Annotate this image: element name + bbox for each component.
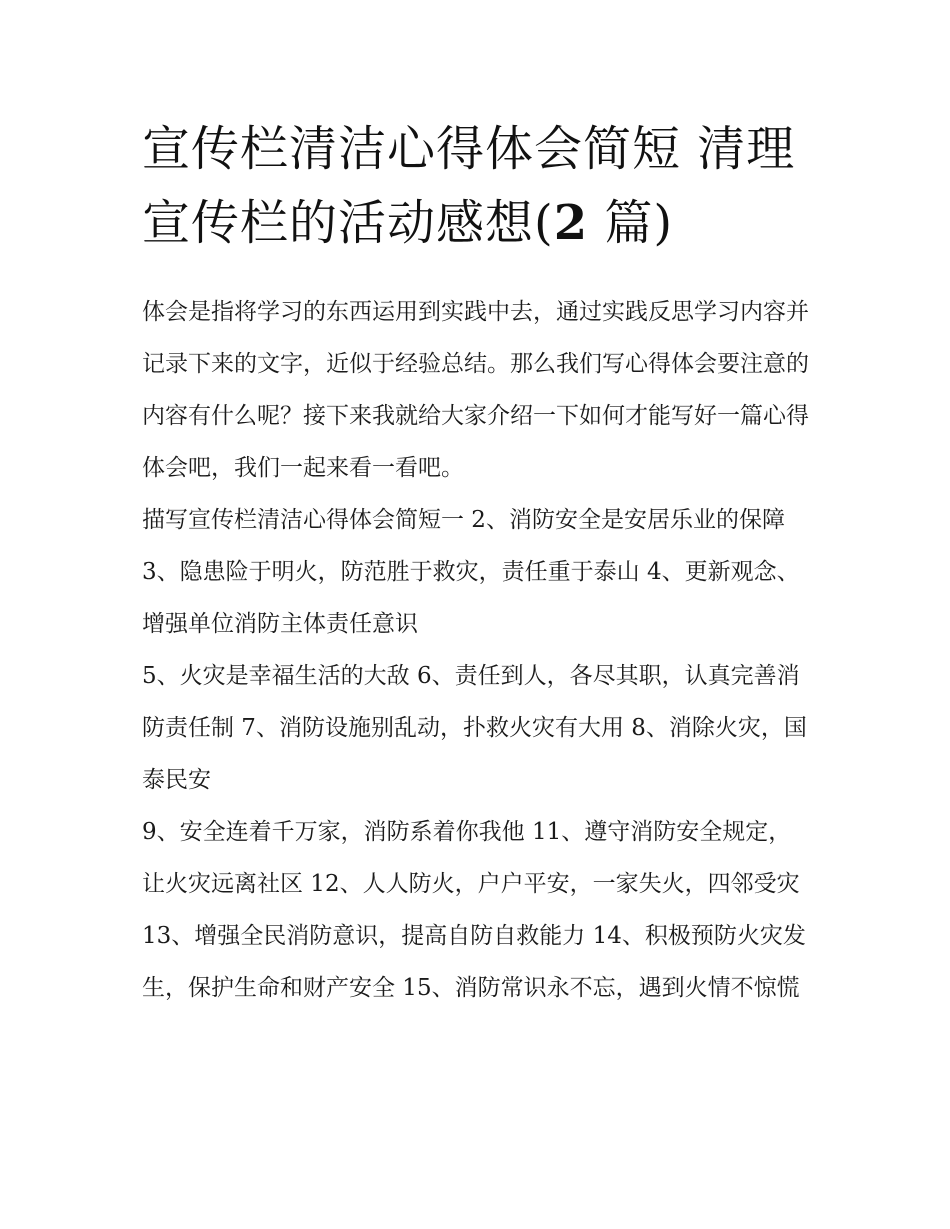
title-text-part2: 篇)	[588, 195, 674, 251]
slogan-paragraph-1: 描写宣传栏清洁心得体会简短一 2、消防安全是安居乐业的保障 3、隐患险于明火，防范胜于救灾，责任重于泰山 4、更新观念、增强单位消防主体责任意识	[142, 507, 800, 637]
title-text-part1: 宣传栏清洁心得体会简短 清理宣传栏的活动感想(	[142, 121, 796, 251]
slogan-paragraph-3: 9、安全连着千万家，消防系着你我他 11、遵守消防安全规定，让火灾远离社区 12、人人防火，户户平安，一家失火，四邻受灾	[142, 819, 800, 897]
intro-paragraph: 体会是指将学习的东西运用到实践中去，通过实践反思学习内容并记录下来的文字，近似于经验总结。那么我们写心得体会要注意的内容有什么呢？接下来我就给大家介绍一下如何才能写好一篇心得体会吧，我们一起来看一看吧。	[142, 299, 809, 481]
slogan-paragraph-4: 13、增强全民消防意识，提高自防自救能力 14、积极预防火灾发生，保护生命和财产安全 15、消防常识永不忘，遇到火情不惊慌	[142, 923, 806, 1001]
page-title	[142, 112, 814, 260]
document-body	[142, 112, 814, 1014]
title-number: 2	[553, 195, 589, 251]
slogan-paragraph-2: 5、火灾是幸福生活的大敌 6、责任到人，各尽其职，认真完善消防责任制 7、消防设施别乱动，扑救火灾有大用 8、消除火灾，国泰民安	[142, 663, 807, 793]
